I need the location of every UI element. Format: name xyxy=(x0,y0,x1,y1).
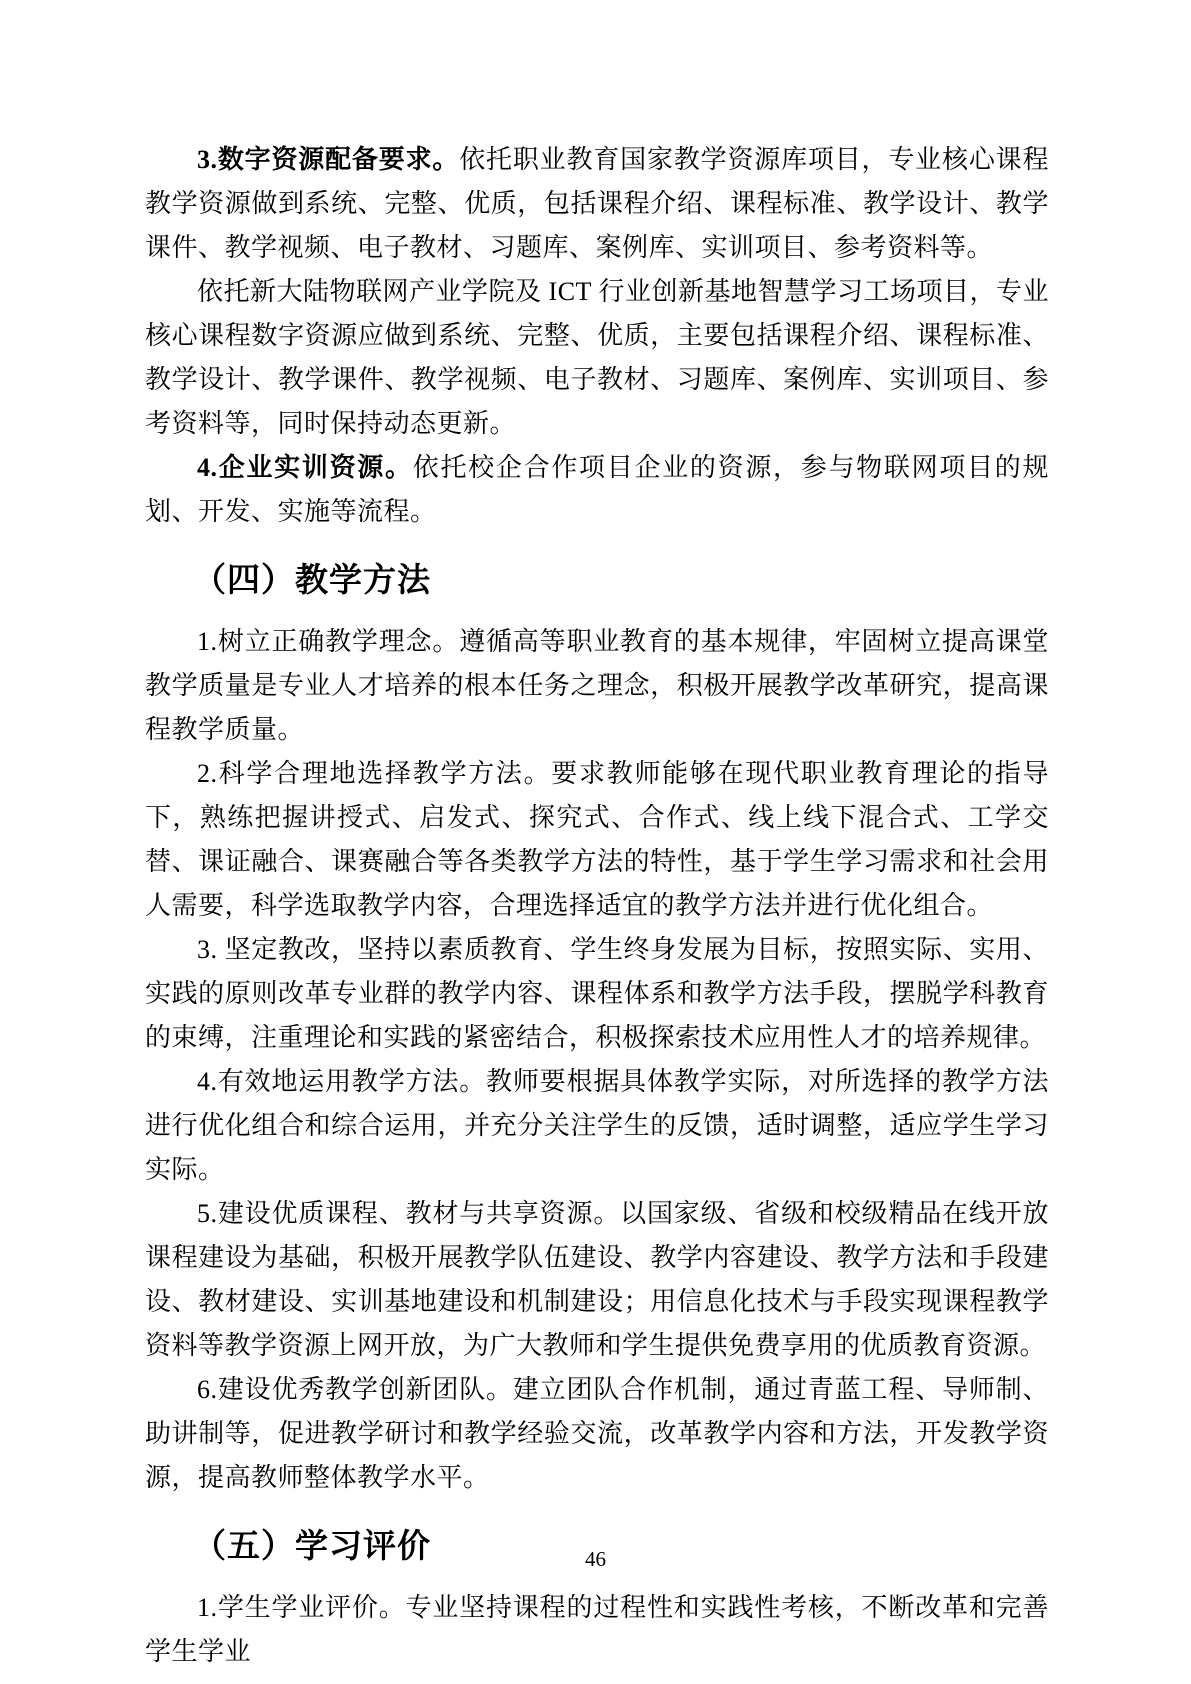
paragraph-text: 依托新大陆物联网产业学院及 ICT 行业创新基地智慧学习工场项目，专业核心课程数字资源应做到系统、完整、优质，主要包括课程介绍、课程标准、教学设计、教学课件、教学视频、电子教材、习题库、案例库、实训项目、参考资料等，同时保持动态更新。 xyxy=(145,277,1049,438)
paragraph-text: 1.学生学业评价。专业坚持课程的过程性和实践性考核，不断改革和完善学生学业 xyxy=(145,1593,1049,1666)
paragraph-text: 6.建设优秀教学创新团队。建立团队合作机制，通过青蓝工程、导师制、助讲制等，促进教学研讨和教学经验交流，改革教学内容和方法，开发教学资源，提高教师整体教学水平。 xyxy=(145,1375,1049,1492)
section-heading-learning-evaluation: （五）学习评价 xyxy=(193,1527,431,1564)
paragraph-text: 3. 坚定教改，坚持以素质教育、学生终身发展为目标，按照实际、实用、实践的原则改革专业群的教学内容、课程体系和教学方法手段，摆脱学科教育的束缚，注重理论和实践的紧密结合，积极探索技术应用性人才的培养规律。 xyxy=(145,935,1049,1052)
paragraph-student-evaluation xyxy=(145,1586,1049,1674)
paragraph-text: 2.科学合理地选择教学方法。要求教师能够在现代职业教育理论的指导下，熟练把握讲授式、启发式、探究式、合作式、线上线下混合式、工学交替、课证融合、课赛融合等各类教学方法的特性，基于学生学习需求和社会用人需要，科学选取教学内容，合理选择适宜的教学方法并进行优化组合。 xyxy=(145,759,1049,920)
paragraph-text: 5.建设优质课程、教材与共享资源。以国家级、省级和校级精品在线开放课程建设为基础，积极开展教学队伍建设、教学内容建设、教学方法和手段建设、教材建设、实训基地建设和机制建设；用信息化技术与手段实现课程教学资料等教学资源上网开放，为广大教师和学生提供免费享用的优质教育资源。 xyxy=(145,1199,1049,1360)
paragraph-teaching-concept xyxy=(145,620,1049,752)
document-body xyxy=(145,138,1049,1674)
paragraph-text: 4.有效地运用教学方法。教师要根据具体教学实际，对所选择的教学方法进行优化组合和综合运用，并充分关注学生的反馈，适时调整，适应学生学习实际。 xyxy=(145,1067,1049,1184)
paragraph-teaching-reform xyxy=(145,928,1049,1060)
paragraph-course-construction xyxy=(145,1192,1049,1368)
paragraph-text: 1.树立正确教学理念。遵循高等职业教育的基本规律，牢固树立提高课堂教学质量是专业人才培养的根本任务之理念，积极开展教学改革研究，提高课程教学质量。 xyxy=(145,627,1049,744)
paragraph-lead: 4.企业实训资源。 xyxy=(197,453,413,482)
paragraph-enterprise-training xyxy=(145,446,1049,534)
paragraph-lead: 3.数字资源配备要求。 xyxy=(197,145,460,174)
page-number: 46 xyxy=(585,1547,606,1571)
paragraph-method-selection xyxy=(145,752,1049,928)
paragraph-text: 依托校企合作项目企业的资源，参与物联网项目的规划、开发、实施等流程。 xyxy=(145,453,1049,526)
section-heading-teaching-methods: （四）教学方法 xyxy=(193,561,431,598)
paragraph-text: 依托职业教育国家教学资源库项目，专业核心课程教学资源做到系统、完整、优质，包括课程介绍、课程标准、教学设计、教学课件、教学视频、电子教材、习题库、案例库、实训项目、参考资料等。 xyxy=(145,145,1049,262)
paragraph-ict-platform xyxy=(145,270,1049,446)
paragraph-method-application xyxy=(145,1060,1049,1192)
paragraph-digital-resources xyxy=(145,138,1049,270)
paragraph-innovation-team xyxy=(145,1368,1049,1500)
